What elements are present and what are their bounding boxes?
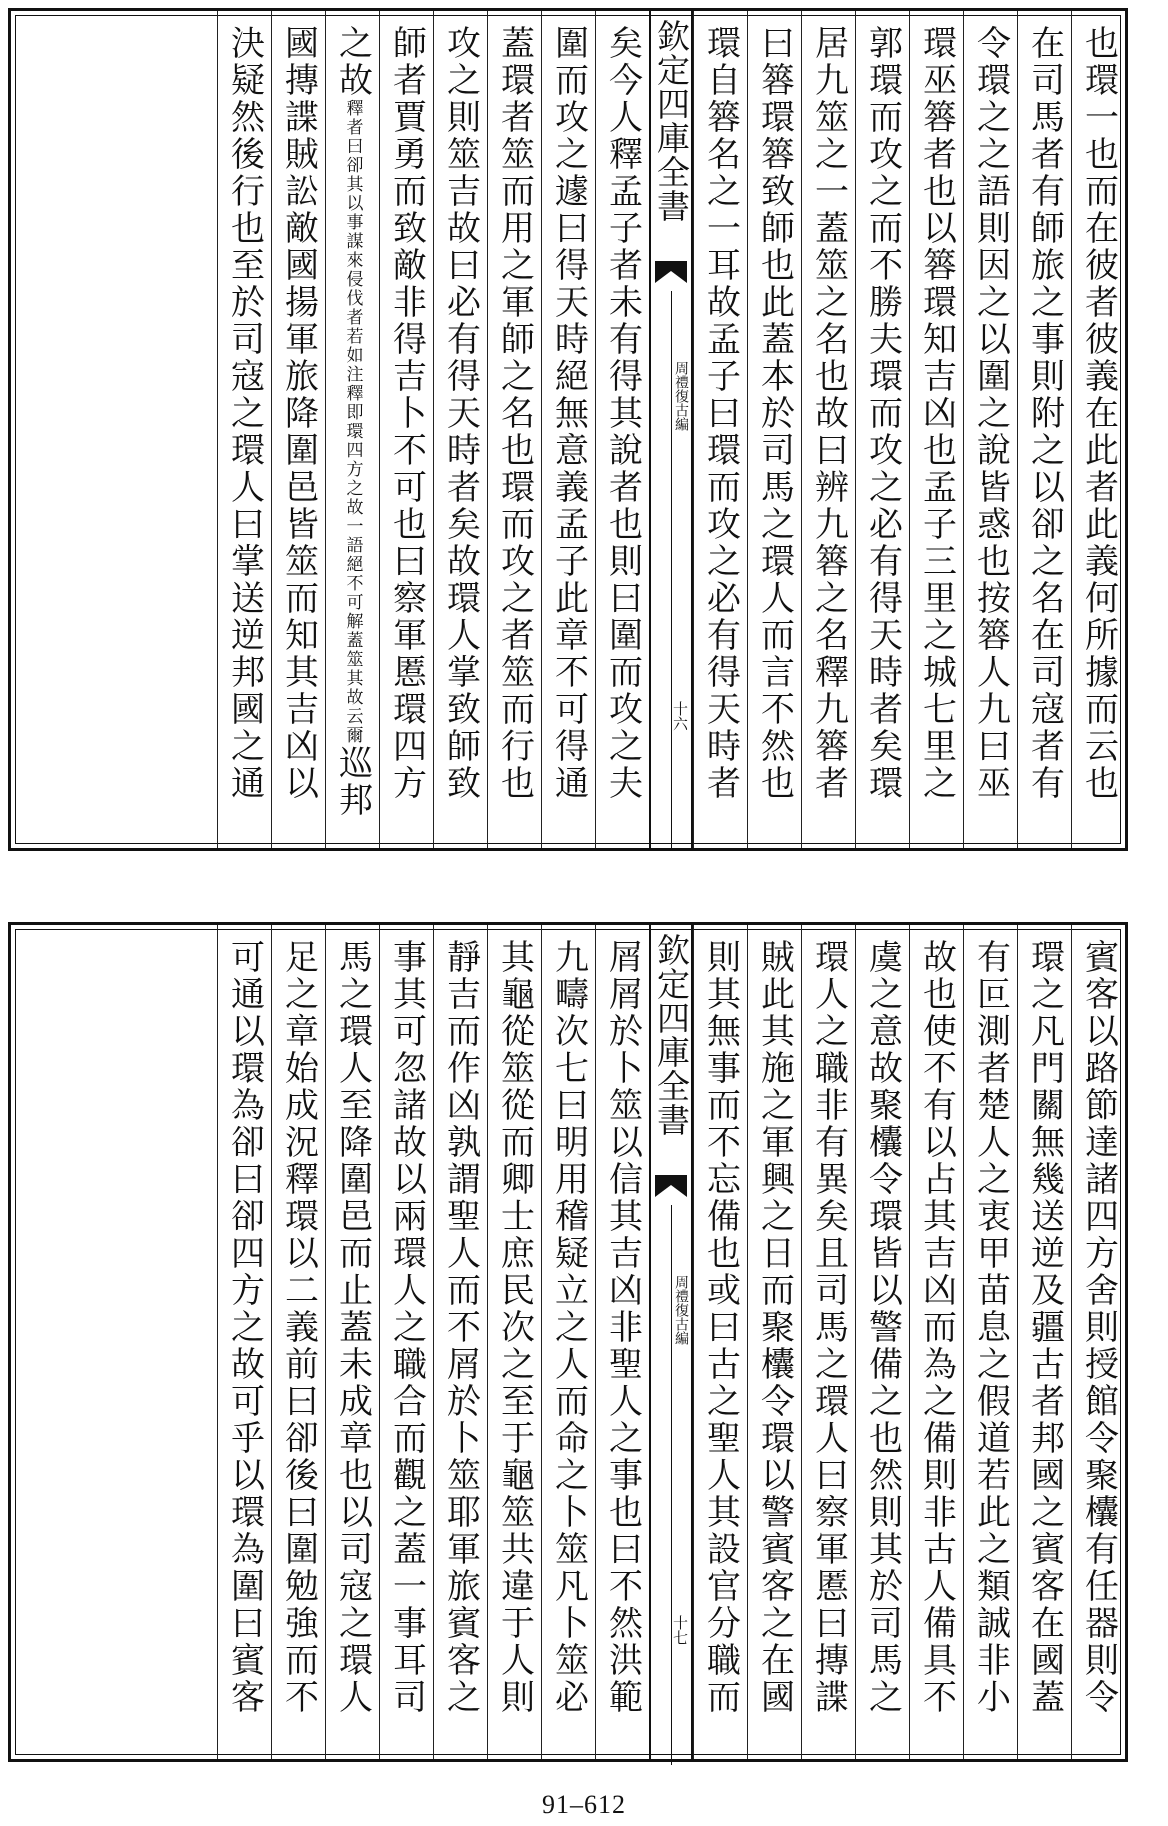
fishtail-mark-icon [655,1175,687,1197]
text-column-with-note [325,11,379,848]
page-number: 91–612 [542,1790,626,1819]
text-column: 賊此其施之軍興之日而聚欜令環以警賓客之在國 [747,925,801,1759]
text-column: 矣今人釋孟子者未有得其說者也則曰圍而攻之夫 [595,11,649,848]
text-column: 環巫簭者也以簭環知吉凶也孟子三里之城七里之 [909,11,963,848]
bottom-page [0,912,1168,1762]
text-column: 決疑然後行也至於司寇之環人曰掌送逆邦國之通 [217,11,271,848]
text-column: 賓客以路節達諸四方舍則授館令聚欜有任器則令 [1071,925,1125,1759]
top-page-frame [8,8,1128,851]
text-column: 故也使不有以占其吉凶而為之備則非古人備具不 [909,925,963,1759]
banner-title: 欽定四庫全書 [652,19,691,223]
text-column: 居九筮之一蓋筮之名也故曰辨九簭之名釋九簭者 [801,11,855,848]
column-text: 之故 [332,25,373,99]
text-column: 有叵測者楚人之衷甲苗息之假道若此之類誠非小 [963,925,1017,1759]
text-column: 足之章始成況釋環以二義前曰卻後曰圍勉強而不 [271,925,325,1759]
text-column: 師者賈勇而致敵非得吉卜不可也曰察軍慝環四方 [379,11,433,848]
top-page [0,0,1168,850]
text-column: 在司馬者有師旅之事則附之以卻之名在司寇者有 [1017,11,1071,848]
text-column: 事其可忽諸故以兩環人之職合而觀之蓋一事耳司 [379,925,433,1759]
commentary-note: 釋者曰卻其以事謀來侵伐者若如注釋即環四方之故一語絕不可解蓋筮其故云爾 [342,99,363,745]
fishtail-mark-icon [655,261,687,283]
banner-book-title: 周禮復古編 [673,1275,689,1345]
banner-book-title: 周禮復古編 [673,361,689,431]
text-column: 令環之之語則因之以圍之說皆惑也按簭人九曰巫 [963,11,1017,848]
text-column: 也環一也而在彼者彼義在此者此義何所據而云也 [1071,11,1125,848]
center-banner [649,925,693,1759]
text-column: 攻之則筮吉故曰必有得天時者矣故環人掌致師致 [433,11,487,848]
text-column: 其龜從筮從而卿士庶民次之至于龜筮共違于人則 [487,925,541,1759]
text-column: 國摶諜賊訟敵國揚軍旅降圍邑皆筮而知其吉凶以 [271,11,325,848]
center-banner [649,11,693,848]
bottom-page-frame [8,922,1128,1762]
text-column: 圍而攻之遽曰得天時絕無意義孟子此章不可得通 [541,11,595,848]
banner-folio: 十七 [671,1615,689,1645]
text-column: 環人之職非有異矣且司馬之環人曰察軍慝曰摶諜 [801,925,855,1759]
text-column: 環自簭名之一耳故孟子曰環而攻之必有得天時者 [693,11,747,848]
text-column: 靜吉而作凶孰謂聖人而不屑於卜筮耶軍旅賓客之 [433,925,487,1759]
text-column: 屑屑於卜筮以信其吉凶非聖人之事也曰不然洪範 [595,925,649,1759]
text-column: 蓋環者筮而用之軍師之名也環而攻之者筮而行也 [487,11,541,848]
text-column: 虞之意故聚欜令環皆以警備之也然則其於司馬之 [855,925,909,1759]
text-column: 環之凡門關無幾送逆及疆古者邦國之賓客在國蓋 [1017,925,1071,1759]
column-tail: 巡邦 [332,745,373,819]
text-column: 可通以環為卻曰卻四方之故可乎以環為圍曰賓客 [217,925,271,1759]
banner-title: 欽定四庫全書 [652,933,691,1137]
text-column: 九疇次七曰明用稽疑立之人而命之卜筮凡卜筮必 [541,925,595,1759]
banner-folio: 十六 [671,701,689,731]
text-column: 馬之環人至降圍邑而止蓋未成章也以司寇之環人 [325,925,379,1759]
text-column: 郭環而攻之而不勝夫環而攻之必有得天時者矣環 [855,11,909,848]
text-column: 則其無事而不忘備也或曰古之聖人其設官分職而 [693,925,747,1759]
text-column: 曰簭環簭致師也此蓋本於司馬之環人而言不然也 [747,11,801,848]
